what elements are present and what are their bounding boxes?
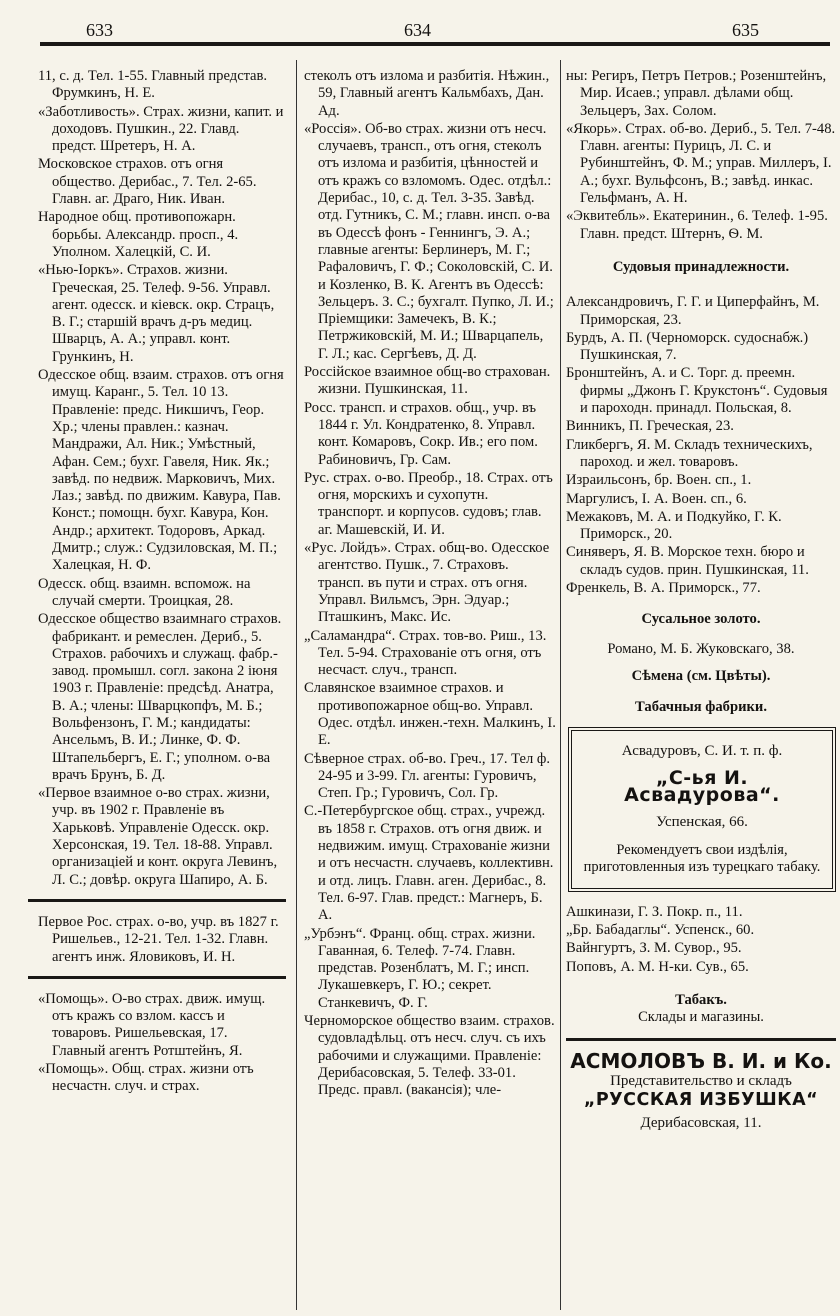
directory-entry: Александровичъ, Г. Г. и Циперфайнъ, М. Приморская, 23. <box>566 294 820 328</box>
directory-entry: Россiйское взаимное общ-во страхован. жизни. Пушкинская, 11. <box>304 364 551 398</box>
entry-group-c <box>38 991 284 1096</box>
column-right <box>566 68 836 1135</box>
section-heading-tobacco: Табакъ. <box>675 991 727 1008</box>
directory-entry: «Первое взаимное о-во страх. жизни, учр. въ 1902 г. Правленiе въ Харьковѣ. Управленiе Одесск. окр. Херсонская, 19. Тел. 18-88. Управл. организацiей и конт. округа Левинъ, Л. С.; довѣр. округа Шапиро, А. Б. <box>38 785 278 888</box>
section-subheading-warehouses: Склады и магазины. <box>638 1009 764 1026</box>
entry-group-a <box>38 68 284 889</box>
separator-rule <box>28 976 286 979</box>
separator-rule <box>28 899 286 902</box>
section-heading-ship-supplies: Судовыя принадлежности. <box>612 258 790 275</box>
advertisement-asvadurov <box>568 727 836 892</box>
directory-entry: Народное общ. противопожарн. борьбы. Александр. просп., 4. Уполном. Халецкiй, С. И. <box>38 209 239 260</box>
directory-entry: Росс. трансп. и страхов. общ., учр. въ 1844 г. Ул. Кондратенко, 8. Управл. конт. Комаровъ, Сокр. Ив.; его пом. Рабиновичъ, Гр. Сам. <box>304 399 538 468</box>
directory-entry: Поповъ, А. М. Н-ки. Сув., 65. <box>566 958 749 975</box>
directory-entry: Ашкинази, Г. З. Покр. п., 11. <box>566 903 743 920</box>
ad-brand-title: „С-ья И. Асвадурова“. <box>624 766 780 807</box>
ad-tagline: Представительство и складъ <box>610 1072 792 1089</box>
directory-entry: Московское страхов. отъ огня общество. Дерибас., 7. Тел. 2-65. Главн. аг. Драго, Ник. Иван. <box>38 156 257 208</box>
directory-entry: «Заботливость». Страх. жизни, капит. и доходовъ. Пушкин., 22. Главд. предст. Шретеръ, Н. А. <box>38 103 284 155</box>
directory-entry: Израильсонъ, бр. Воен. сп., 1. <box>566 472 752 489</box>
directory-entry: Маргулисъ, I. А. Воен. сп., 6. <box>566 490 747 507</box>
column-left <box>38 68 284 1097</box>
directory-entry: «Россiя». Об-во страх. жизни отъ несч. случаевъ, трансп., отъ огня, стеколъ отъ излома и разбитiя, цѣнностей и отъ кражъ со взломомъ. Одес. отдѣл.: Дерибас., 10, с. д. Тел. 3-35. Завѣд. отд. Гутникъ, С. М.; главн. инсп. о-ва въ Одессѣ фонъ - Геннингъ, Э. А.; главные агенты: Берлинеръ, М. Г.; Рафаловичъ, Г. Ф.; Соколовскiй, С. И. и Козленко, В. К. Агентъ въ Одессѣ: Зельцеръ. З. С.; бухгалт. Пупко, Л. И.; Прiемщики: Замечекъ, В. К.; Петржиковскiй, М. И.; Шварцапель, Г. Л.; кас. Сергѣевъ, Д. Д. <box>304 120 554 362</box>
page-number-left: 633 <box>86 20 113 40</box>
directory-entry: С.-Петербургское общ. страх., учрежд. въ 1858 г. Страхов. отъ огня движ. и недвижим. имущ. Страхованiе жизни и отъ несчастн. случаевъ, коллективн. и отд. лицъ. Главн. аген. Дерибас., 8. Тел. 6-97. Глав. предст.: Магнеръ, Б. А. <box>304 803 554 924</box>
seeds-reference: Сѣмена (см. Цвѣты). <box>631 667 771 684</box>
advertisement-asmolov <box>566 1038 836 1132</box>
ad-brand-title: „РУССКАЯ ИЗБУШКА“ <box>583 1090 819 1111</box>
directory-entry: Бронштейнъ, А. и С. Торг. д. преемн. фирмы „Джонъ Г. Крукстонъ“. Судовыя и пароходн. принадл. Польская, 8. <box>566 365 828 417</box>
directory-entry: Френкель, В. А. Приморск., 77. <box>566 580 761 597</box>
directory-entry: Славянское взаимное страхов. и противопожарное общ-во. Управл. Одес. отдѣл. инжен.-техн. Малкинъ, I. Е. <box>304 680 556 749</box>
ad-address: Успенская, 66. <box>656 814 748 831</box>
directory-entry: Синяверъ, Я. В. Морское техн. бюро и складъ судов. прин. Пушкинская, 11. <box>566 544 809 578</box>
gold-entry: Романо, М. Б. Жуковскаго, 38. <box>607 640 795 657</box>
ad-company-name: АСМОЛОВЪ В. И. и Ко. <box>570 1049 832 1074</box>
directory-entry: «Эквитебль». Екатеринин., 6. Телеф. 1-95. Главн. предст. Штернъ, Ѳ. М. <box>566 208 828 242</box>
directory-entry: Вайнгуртъ, З. М. Сувор., 95. <box>566 940 742 957</box>
column-divider-1 <box>296 60 297 1310</box>
directory-entry: Гликбергъ, Я. М. Складъ техническихъ, пароход. и жел. товаровъ. <box>566 436 813 470</box>
ad-address: Дерибасовская, 11. <box>640 1115 762 1132</box>
ad-company-name: Асвадуровъ, С. И. т. п. ф. <box>621 742 783 759</box>
header-rule <box>40 42 830 46</box>
directory-entry: стеколъ отъ излома и разбитiя. Нѣжин., 59, Главный агентъ Кальмбахъ, Дан. Ад. <box>304 68 550 119</box>
directory-entry: Одесское общ. взаим. страхов. отъ огня имущ. Каранг., 5. Тел. 10 13. Правленiе: предс. Никшичъ, Геор. Хр.; члены правлен.: казнач. Мандражи, Ал. Ник.; Умѣстный, Афан. Сем.; бухг. Гавеля, Ник. Як.; завѣд. по недвиж. Марковичъ, Мих. Лаз.; завѣд. по движим. Кавура, Пав. Конст.; помощн. бухг. Кавура, Кон. Андр.; архитект. Тодоровъ, Аркад. Дмитр.; служ.: Судзиловская, М. П.; Халецкая, Н. Ф. <box>38 367 284 574</box>
directory-entry: Рус. страх. о-во. Преобр., 18. Страх. отъ огня, морскихъ и сухопутн. транспорт. и корпусов. судовъ; глав. аг. Машевскiй, И. И. <box>304 469 553 538</box>
page-number-center: 634 <box>404 20 431 40</box>
directory-entry: «Якорь». Страх. об-во. Дериб., 5. Тел. 7-48. Главн. агенты: Пурицъ, Л. С. и Рубинштейнъ, Ф. М.; управ. Миллеръ, I. А.; бухг. Вульфсонъ, В.; завѣд. инкас. Гельфманъ, А. Н. <box>566 120 836 207</box>
directory-entry: Межаковъ, М. А. и Подкуйко, Г. К. Приморск., 20. <box>566 508 782 543</box>
page-header <box>0 0 840 52</box>
directory-entry: „Бр. Бабадаглы“. Успенск., 60. <box>566 921 755 938</box>
directory-entry: „Урбэнъ“. Франц. общ. страх. жизни. Гаванная, 6. Телеф. 7-74. Главн. представ. Розенблатъ, М. Г.; инсп. Лукашевкеръ, Г. Ю.; секрет. Станкевичъ, Ф. Г. <box>304 925 536 1011</box>
page-number-right: 635 <box>732 20 759 40</box>
section-heading-gold: Сусальное золото. <box>641 611 761 628</box>
directory-entry: Черноморское общество взаим. страхов. судовладѣльц. отъ несч. случ. съ ихъ рабочими и служащими. Правленiе: Дерибасовская, 5. Телеф. 33-01. Предс. правл. (вакансiя); чле- <box>304 1013 555 1099</box>
directory-entry: Одесск. общ. взаимн. вспомож. на случай смерти. Троицкая, 28. <box>38 575 251 609</box>
column-divider-2 <box>560 60 561 1310</box>
directory-entry: Одесское общество взаимнаго страхов. фабрикант. и ремеслен. Дериб., 5. Страхов. рабочихъ и служащ. фабр.-завод. промышл. согл. закона 2 iюня 1903 г. Правленiе: предсѣд. Анатра, В. А.; члены: Шварцкопфъ, М. Б.; Вольфензонъ, Г. М.; кандидаты: Ансельмъ, В. И.; Линке, Ф. Ф. Штапельбергъ, Е. Г.; уполном. о-ва врачъ Брунъ, Б. Д. <box>38 611 282 783</box>
entry-group-b <box>38 914 284 966</box>
directory-entry: Сѣверное страх. об-во. Греч., 17. Тел ф. 24-95 и 3-99. Гл. агенты: Гуровичъ, Степ. Гр.; Гуровичъ, Сол. Гр. <box>304 750 550 802</box>
directory-entry: «Помощь». О-во страх. движ. имущ. отъ кражъ со взлом. кассъ и товаровъ. Ришельевская, 17. Главный агентъ Ротштейнъ, Я. <box>38 990 266 1059</box>
section-heading-tobacco-factories: Табачныя фабрики. <box>635 699 767 716</box>
directory-entry: «Рус. Лойдъ». Страх. общ-во. Одесское агентство. Пушк., 7. Страховъ. трансп. въ пути и страх. отъ огня. Управл. Вильмсъ, Эрн. Эдуар.; Пташкинъ, Макс. Ис. <box>304 540 550 626</box>
directory-entry: «Нью-Iоркъ». Страхов. жизни. Греческая, 25. Телеф. 9-56. Управл. агент. одесск. и кiевск. окр. Страцъ, В. Г.; старшiй врачъ д-ръ медиц. Шварцъ, А. А.; управл. конт. Грункинъ, Н. <box>38 262 275 365</box>
directory-entry: „Саламандра“. Страх. тов-во. Риш., 13. Тел. 5-94. Страхованiе отъ огня, отъ несчаст. случ., трансп. <box>304 627 547 679</box>
directory-entry: ны: Региръ, Петръ Петров.; Розенштейнъ, Мир. Исаев.; управл. дѣлами общ. Зельцеръ, Зах. Солом. <box>566 68 827 119</box>
directory-entry: Бурдъ, А. П. (Черноморск. судоснабж.) Пушкинская, 7. <box>566 329 809 364</box>
column-middle <box>304 68 556 1101</box>
directory-entry: Первое Рос. страх. о-во, учр. въ 1827 г. Ришельев., 12-21. Тел. 1-32. Главн. агентъ инж. Яловиковъ, И. Н. <box>38 913 279 965</box>
directory-entry: Винникъ, П. Греческая, 23. <box>566 418 734 435</box>
directory-entry: 11, с. д. Тел. 1-55. Главный предстaв. Фрумкинъ, Н. Е. <box>38 68 268 102</box>
ad-description: Рекомендуетъ свои издѣлiя, приготовленныя изъ турецкаго табаку. <box>583 841 821 875</box>
directory-entry: «Помощь». Общ. страх. жизни отъ несчастн. случ. и страх. <box>38 1061 254 1095</box>
